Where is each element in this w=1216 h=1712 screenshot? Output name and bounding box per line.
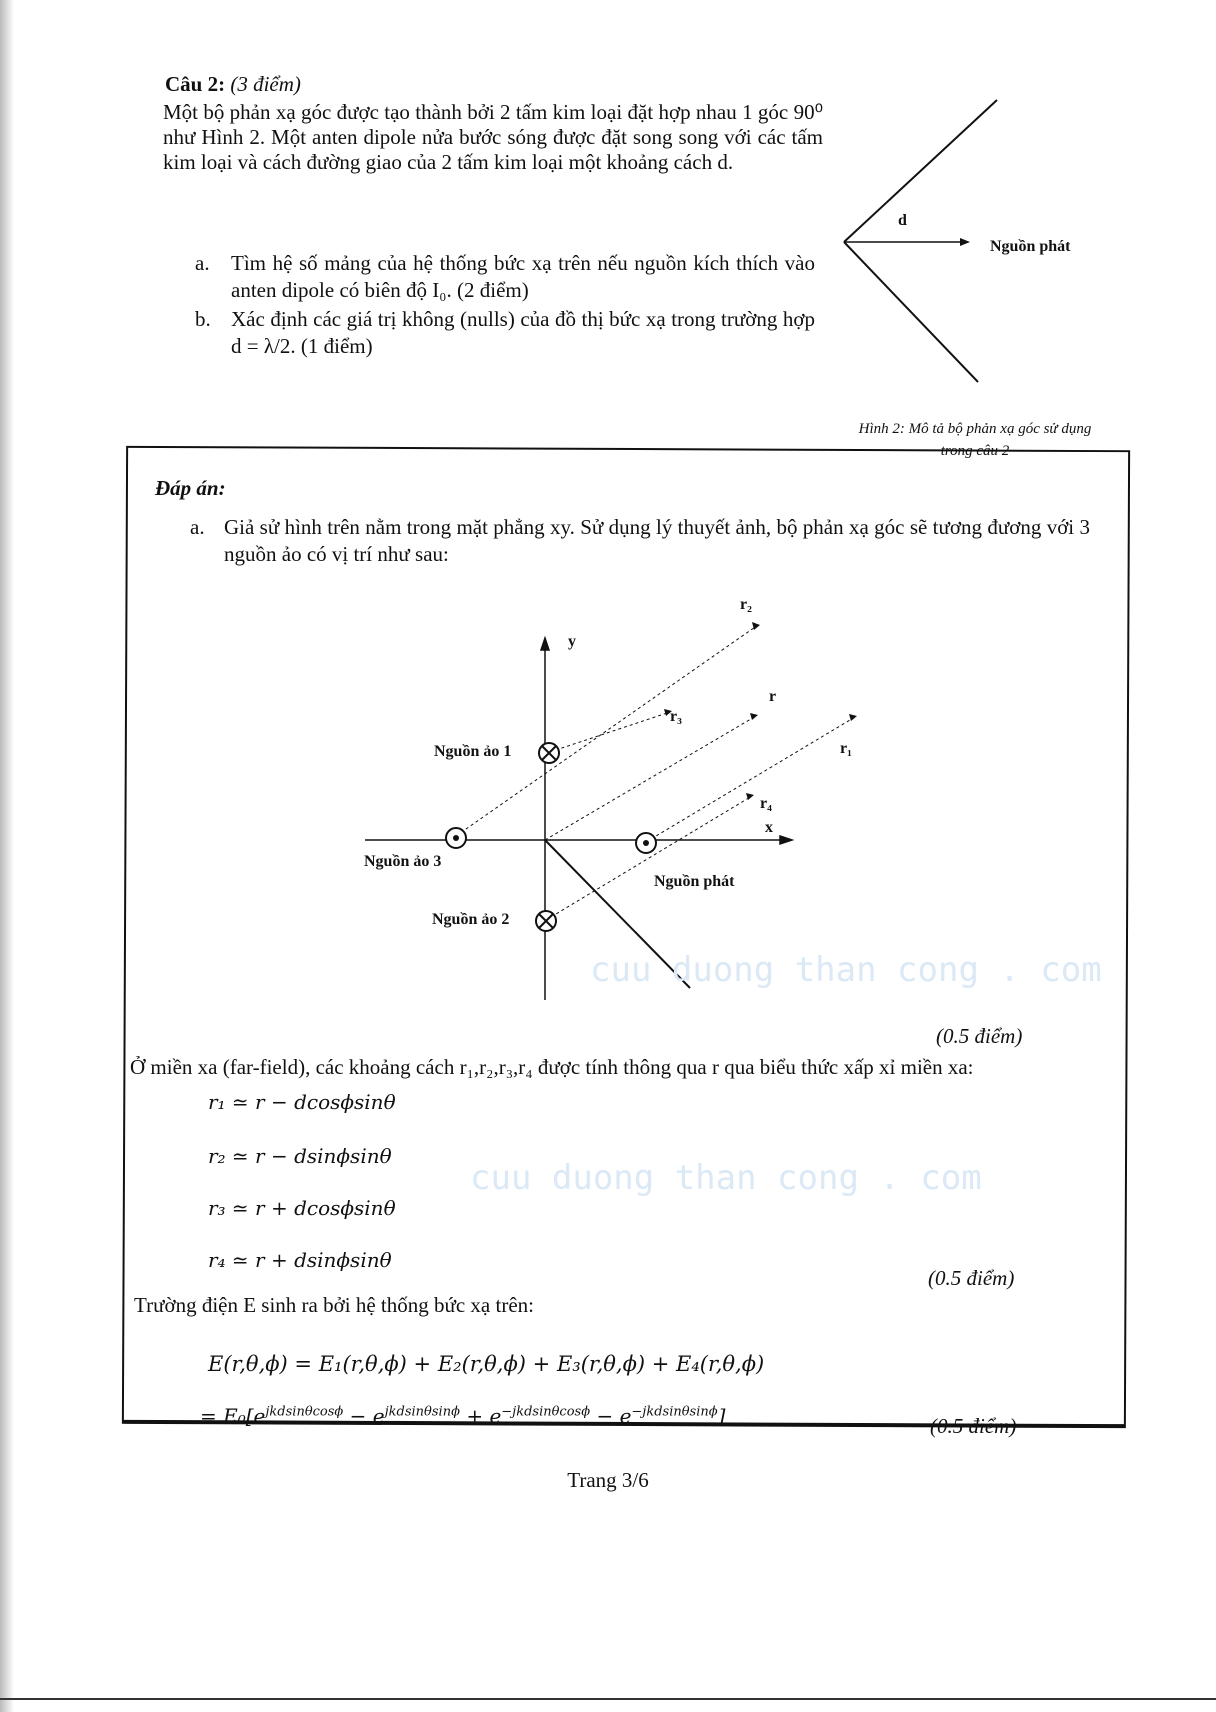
r1-label: r₁ [840,740,852,757]
image-source-2-label: Nguồn ảo 2 [432,911,510,928]
answer-item-a: a. Giả sử hình trên nằm trong mặt phẳng xy. Sử dụng lý thuyết ảnh, bộ phản xạ góc sẽ tương đương với 3 nguồn ảo có vị trí như sau: [190,515,1090,566]
answer-heading: Đáp án: [155,476,226,500]
points-label: (0.5 điểm) [936,1024,1023,1048]
watermark: cuu duong than cong . com [470,1158,982,1198]
image-source-3-label: Nguồn ảo 3 [364,853,442,870]
watermark: cuu duong than cong . com [590,950,1102,990]
question-body: Một bộ phản xạ góc được tạo thành bởi 2 tấm kim loại đặt hợp nhau 1 góc 90⁰ như Hình 2. Một anten dipole nửa bước sóng được đặt song song với các tấm kim loại và cách đường giao của 2 tấm kim loại một khoảng cách d. [163,100,823,174]
equation-r2: r₂ ≃ r − dsinϕsinθ [208,1144,392,1168]
source-label: Nguồn phát [654,873,735,890]
r2-label: r₂ [740,596,752,613]
field-text: Trường điện E sinh ra bởi hệ thống bức xạ trên: [134,1293,534,1317]
question-title: Câu 2: (3 điểm) [165,72,301,96]
r-label: r [769,688,777,705]
equation-r4: r₄ ≃ r + dsinϕsinθ [208,1248,392,1272]
page-number: Trang 3/6 [567,1468,649,1492]
points-label: (0.5 điểm) [930,1414,1017,1438]
x-axis-label: x [765,819,773,836]
ray-r1 [646,717,855,842]
equation-r1: r₁ ≃ r − dcosϕsinθ [208,1090,396,1114]
figure-caption: Hình 2: Mô tả bộ phản xạ góc sử dụng trong câu 2 [858,421,1092,459]
farfield-text: Ở miền xa (far-field), các khoảng cách r₁,r₂,r₃,r₄ được tính thông qua r qua biểu thức xấp xỉ miền xa: [130,1055,974,1079]
r4-label: r₄ [760,795,772,812]
y-axis-label: y [568,633,576,650]
ray-r [545,716,756,840]
question-item-a: a. Tìm hệ số mảng của hệ thống bức xạ trên nếu nguồn kích thích vào anten dipole có biên độ I₀. (2 điểm) [195,251,815,302]
figure-d-label: d [898,212,907,229]
equation-r3: r₃ ≃ r + dcosϕsinθ [208,1196,396,1220]
points-label: (0.5 điểm) [928,1266,1015,1290]
ray-r4 [546,796,752,920]
question-item-b: b. Xác định các giá trị không (nulls) của đồ thị bức xạ trong trường hợp d = λ/2. (1 điểm) [195,307,815,358]
field-equation-1: E(r,θ,ϕ) = E₁(r,θ,ϕ) + E₂(r,θ,ϕ) + E₃(r,θ,ϕ) + E₄(r,θ,ϕ) [208,1352,765,1376]
image-source-1-label: Nguồn ảo 1 [434,743,512,760]
ray-r3 [550,712,670,752]
r3-label: r₃ [670,708,682,725]
figure-source-label: Nguồn phát [990,238,1071,255]
ray-r2 [456,625,758,836]
field-equation-2: = $E_0[e^{jkdsin\theta cos\phi} - e^{jkdsin\theta sin\phi} + e^{-jkdsin\theta cos\phi} - e^{-jkdsin\theta sin\phi}]$ [200,1404,726,1428]
bottom-scan-line [0,1698,1216,1700]
